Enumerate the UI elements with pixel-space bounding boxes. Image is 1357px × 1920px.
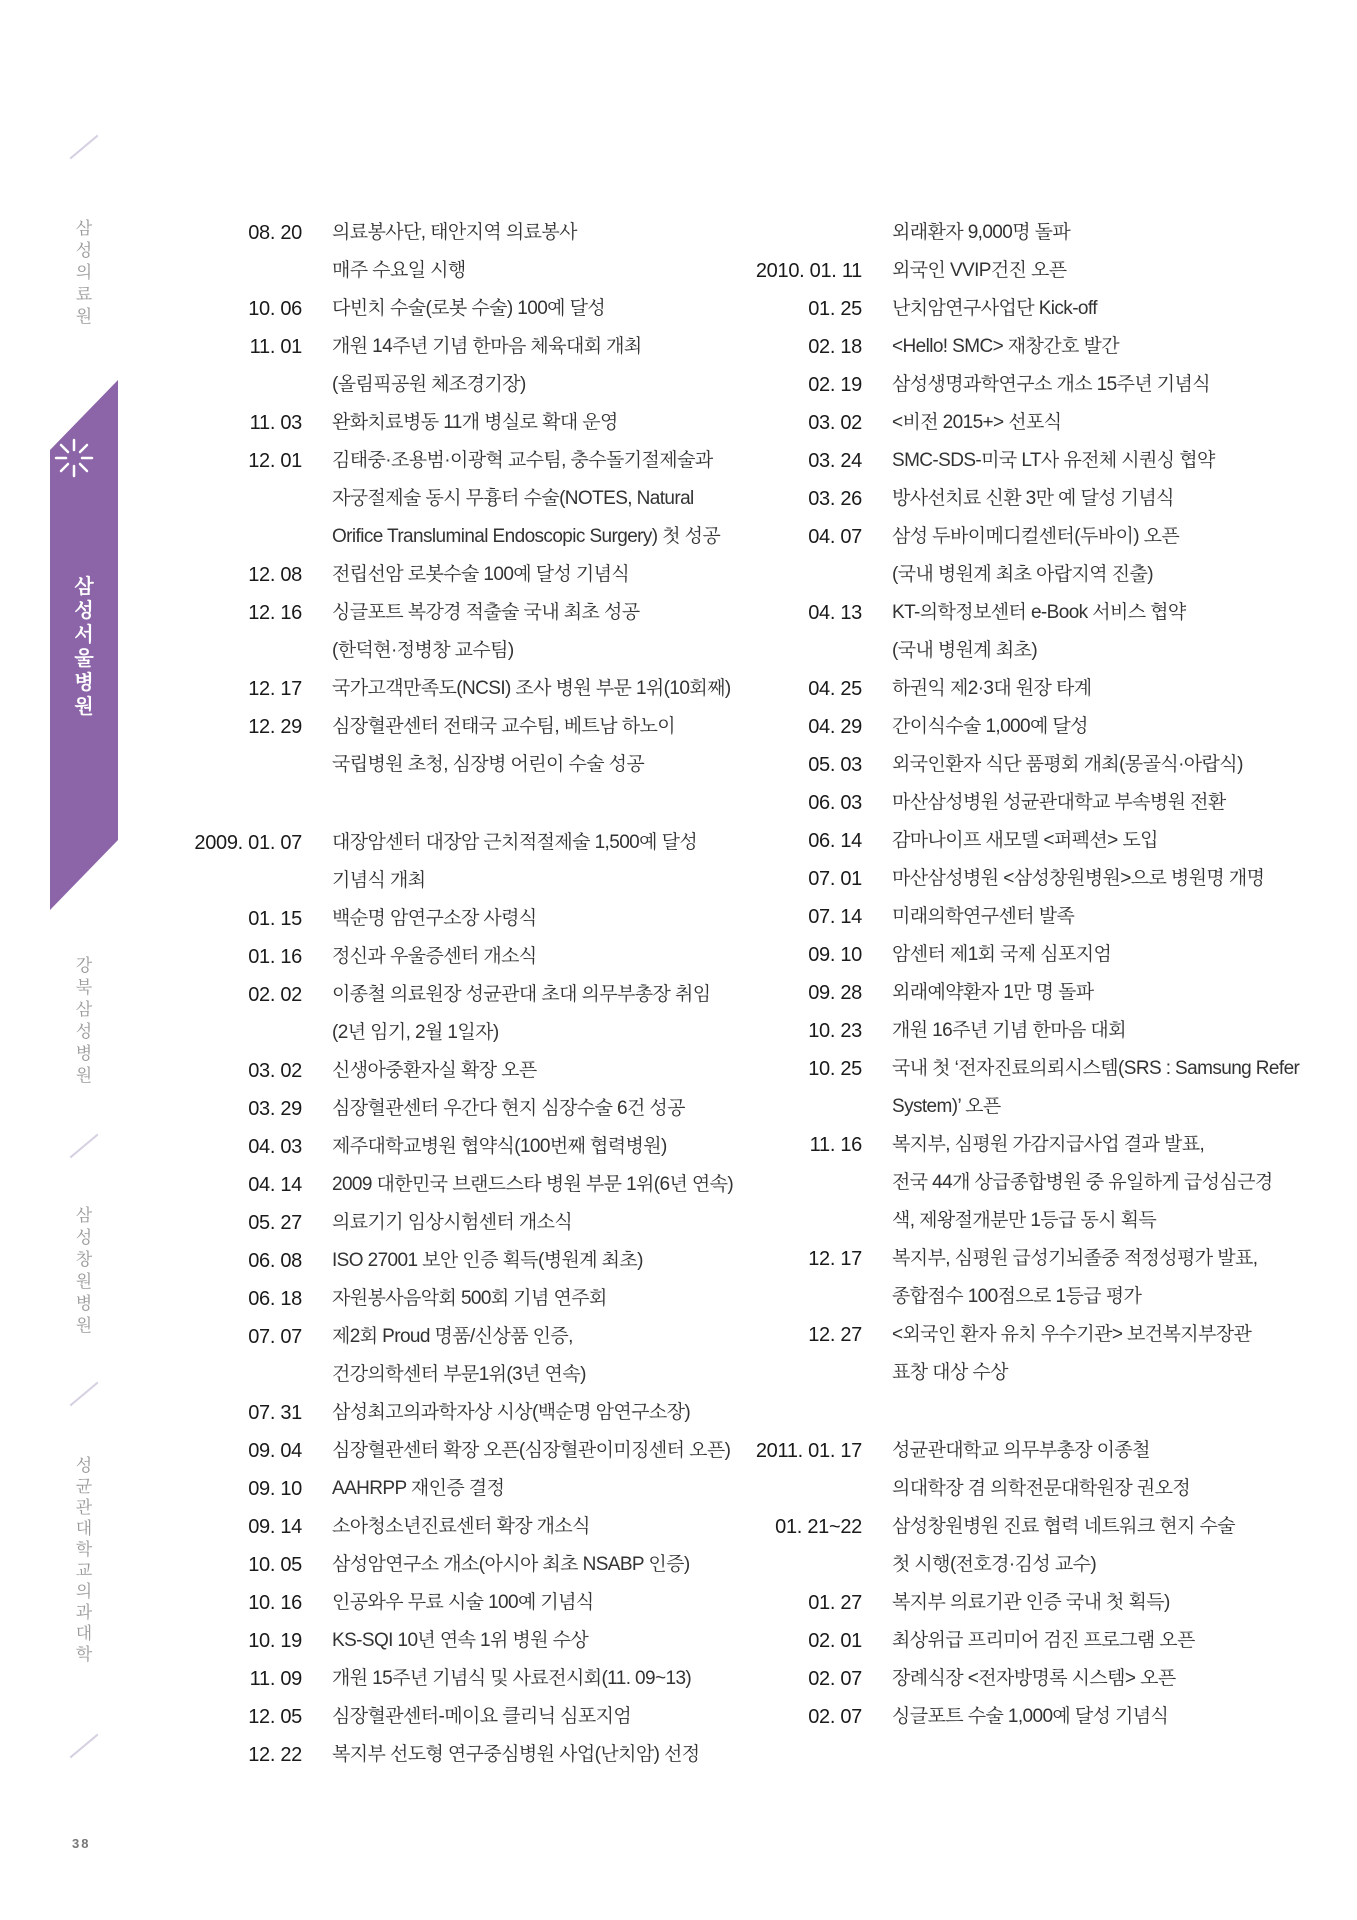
entry-line: 김태중·조용범·이광혁 교수팀, 충수돌기절제술과 <box>332 450 713 471</box>
timeline-entry <box>740 328 1300 366</box>
entry-line: 복지부 선도형 연구중심병원 사업(난치암) 선정 <box>332 1744 700 1765</box>
entry-description <box>332 442 740 556</box>
entry-description <box>332 1660 740 1698</box>
entry-line: 의료기기 임상시험센터 개소식 <box>332 1212 573 1233</box>
entry-line: (올림픽공원 체조경기장) <box>332 374 526 395</box>
entry-description <box>892 784 1300 822</box>
timeline-entry <box>180 328 740 404</box>
entry-date: 2011. 01. 17 <box>755 1440 862 1462</box>
entry-line: KT-의학정보센터 e-Book 서비스 협약 <box>892 602 1186 623</box>
entry-line: SMC-SDS-미국 LT사 유전체 시퀀싱 협약 <box>892 450 1215 471</box>
entry-description <box>892 708 1300 746</box>
entry-line: 심장혈관센터 확장 오픈(심장혈관이미징센터 오픈) <box>332 1440 731 1461</box>
timeline-entry <box>740 1012 1300 1050</box>
entry-line: 신생아중환자실 확장 오픈 <box>332 1060 537 1081</box>
entry-line: System)’ 오픈 <box>892 1096 1001 1117</box>
entry-date: 06. 18 <box>248 1288 302 1310</box>
entry-date: 07. 07 <box>248 1326 302 1348</box>
entry-line: 자궁절제술 동시 무흉터 수술(NOTES, Natural <box>332 488 694 509</box>
entry-line: 외국인환자 식단 품평회 개최(몽골식·아랍식) <box>892 754 1243 775</box>
timeline-left-column <box>180 214 740 1774</box>
entry-line: 대장암센터 대장암 근치적절제술 1,500예 달성 <box>332 832 698 853</box>
entry-line: 외래예약환자 1만 명 돌파 <box>892 982 1094 1003</box>
entry-date: 03. 24 <box>808 450 862 472</box>
entry-line: 간이식수술 1,000예 달성 <box>892 716 1088 737</box>
entry-description <box>892 594 1300 670</box>
entry-date: 09. 28 <box>808 982 862 1004</box>
timeline-entry <box>740 214 1300 252</box>
timeline-entry <box>740 480 1300 518</box>
timeline-entry <box>180 1698 740 1736</box>
entry-description <box>332 214 740 290</box>
entry-description <box>332 1470 740 1508</box>
entry-description <box>332 670 740 708</box>
entry-description <box>332 1318 740 1394</box>
entry-date: 09. 10 <box>808 944 862 966</box>
entry-date: 11. 09 <box>249 1668 302 1690</box>
timeline-entry <box>740 1126 1300 1240</box>
timeline-entry <box>740 860 1300 898</box>
entry-line: 국가고객만족도(NCSI) 조사 병원 부문 1위(10회째) <box>332 678 731 699</box>
timeline-entry <box>740 784 1300 822</box>
entry-date: 01. 21~22 <box>775 1516 862 1538</box>
entry-date: 06. 03 <box>808 792 862 814</box>
entry-date: 03. 26 <box>808 488 862 510</box>
entry-description <box>332 708 740 784</box>
entry-date: 2010. 01. 11 <box>755 260 862 282</box>
entry-line: (국내 병원계 최초) <box>892 640 1038 661</box>
timeline-entry <box>180 1584 740 1622</box>
timeline-entry <box>180 1052 740 1090</box>
entry-date: 08. 20 <box>248 222 302 244</box>
entry-description <box>332 1622 740 1660</box>
entry-date: 10. 23 <box>808 1020 862 1042</box>
timeline-entry <box>740 1050 1300 1126</box>
entry-line: 종합점수 100점으로 1등급 평가 <box>892 1286 1142 1307</box>
timeline-entry <box>180 214 740 290</box>
entry-line: 첫 시행(전호경·김성 교수) <box>892 1554 1097 1575</box>
timeline-entry <box>180 556 740 594</box>
entry-line: 삼성생명과학연구소 개소 15주년 기념식 <box>892 374 1211 395</box>
entry-date: 09. 10 <box>248 1478 302 1500</box>
entry-description <box>892 746 1300 784</box>
entry-description <box>332 594 740 670</box>
entry-date: 02. 19 <box>808 374 862 396</box>
entry-date: 03. 29 <box>248 1098 302 1120</box>
entry-description <box>892 1432 1300 1508</box>
timeline-entry <box>740 1660 1300 1698</box>
entry-line: 성균관대학교 의무부총장 이종철 <box>892 1440 1150 1461</box>
sidebar-section-samsung-changwon[interactable]: 삼성창원병원 <box>75 1206 93 1335</box>
timeline-entry <box>740 898 1300 936</box>
entry-description <box>332 1432 740 1470</box>
entry-description <box>332 1584 740 1622</box>
entry-line: 개원 15주년 기념식 및 사료전시회(11. 09~13) <box>332 1668 692 1689</box>
sidebar-section-samsung-medical-center[interactable]: 삼성의료원 <box>75 219 93 326</box>
entry-description <box>892 1660 1300 1698</box>
entry-line: 감마나이프 새모델 <퍼펙션> 도입 <box>892 830 1158 851</box>
timeline-entry <box>180 1622 740 1660</box>
timeline-entry <box>180 1166 740 1204</box>
entry-date: 01. 27 <box>808 1592 862 1614</box>
entry-description <box>332 1394 740 1432</box>
entry-description <box>332 1242 740 1280</box>
entry-date: 12. 08 <box>248 564 302 586</box>
entry-line: 이종철 의료원장 성균관대 초대 의무부총장 취임 <box>332 984 711 1005</box>
timeline-entry <box>180 1546 740 1584</box>
entry-date: 07. 31 <box>248 1402 302 1424</box>
entry-date: 06. 14 <box>808 830 862 852</box>
timeline-entry <box>740 708 1300 746</box>
timeline-right-column <box>740 214 1300 1736</box>
entry-description <box>332 976 740 1052</box>
entry-date: 10. 05 <box>248 1554 302 1576</box>
timeline-entry <box>180 670 740 708</box>
timeline-entry <box>180 404 740 442</box>
timeline-entry <box>180 1090 740 1128</box>
timeline-entry <box>180 1242 740 1280</box>
entry-description <box>332 1166 740 1204</box>
entry-line: 삼성창원병원 진료 협력 네트워크 현지 수술 <box>892 1516 1235 1537</box>
timeline-entry <box>740 1508 1300 1584</box>
entry-date: 12. 05 <box>248 1706 302 1728</box>
entry-line: 복지부, 심평원 급성기뇌졸중 적정성평가 발표, <box>892 1248 1258 1269</box>
timeline-entry <box>740 822 1300 860</box>
entry-date: 01. 15 <box>248 908 302 930</box>
entry-description <box>892 1012 1300 1050</box>
timeline-entry <box>740 1316 1300 1392</box>
entry-date: 04. 25 <box>808 678 862 700</box>
timeline-entry <box>180 1394 740 1432</box>
entry-description <box>892 442 1300 480</box>
entry-description <box>332 1052 740 1090</box>
timeline-entry <box>180 1736 740 1774</box>
entry-date: 11. 01 <box>249 336 302 358</box>
divider-slash <box>70 1382 99 1407</box>
entry-line: 자원봉사음악회 500회 기념 연주회 <box>332 1288 607 1309</box>
entry-description <box>332 900 740 938</box>
timeline-entry <box>180 1318 740 1394</box>
entry-date: 05. 27 <box>248 1212 302 1234</box>
divider-slash <box>70 1134 99 1159</box>
timeline-entry <box>180 290 740 328</box>
timeline-entry <box>740 290 1300 328</box>
entry-line: 백순명 암연구소장 사령식 <box>332 908 537 929</box>
entry-line: (한덕현·정병창 교수팀) <box>332 640 514 661</box>
sparkle-icon <box>54 438 94 478</box>
entry-date: 10. 25 <box>808 1058 862 1080</box>
page-number: 38 <box>72 1836 91 1851</box>
entry-date: 04. 07 <box>808 526 862 548</box>
entry-line: (국내 병원계 최초 아랍지역 진출) <box>892 564 1153 585</box>
timeline-entry <box>740 1584 1300 1622</box>
entry-description <box>892 860 1300 898</box>
timeline-entry <box>180 708 740 784</box>
entry-line: 표창 대상 수상 <box>892 1362 1008 1383</box>
timeline-entry <box>740 746 1300 784</box>
entry-line: 다빈치 수술(로봇 수술) 100예 달성 <box>332 298 606 319</box>
entry-line: 심장혈관센터 우간다 현지 심장수술 6건 성공 <box>332 1098 685 1119</box>
timeline-entry <box>180 1280 740 1318</box>
entry-line: Orifice Transluminal Endoscopic Surgery) 첫 성공 <box>332 526 721 547</box>
entry-line: 싱글포트 수술 1,000예 달성 기념식 <box>892 1706 1169 1727</box>
sidebar-section-samsung-seoul-hospital[interactable]: 삼성서울병원 <box>74 576 94 718</box>
entry-description <box>892 1240 1300 1316</box>
timeline-entry <box>740 936 1300 974</box>
entry-description <box>892 1508 1300 1584</box>
entry-description <box>892 290 1300 328</box>
entry-line: 국내 첫 ‘전자진료의뢰시스템(SRS : Samsung Refer <box>892 1058 1300 1079</box>
entry-line: (2년 임기, 2월 1일자) <box>332 1022 499 1043</box>
entry-line: <외국인 환자 유치 우수기관> 보건복지부장관 <box>892 1324 1252 1345</box>
entry-date: 01. 25 <box>808 298 862 320</box>
entry-line: 싱글포트 복강경 적출술 국내 최초 성공 <box>332 602 640 623</box>
entry-description <box>892 214 1300 252</box>
timeline-entry <box>180 900 740 938</box>
entry-description <box>892 936 1300 974</box>
entry-date: 04. 29 <box>808 716 862 738</box>
entry-line: 심장혈관센터 전태국 교수팀, 베트남 하노이 <box>332 716 675 737</box>
entry-date: 07. 01 <box>808 868 862 890</box>
entry-date: 12. 17 <box>248 678 302 700</box>
entry-date: 04. 14 <box>248 1174 302 1196</box>
entry-date: 12. 17 <box>808 1248 862 1270</box>
entry-line: 전국 44개 상급종합병원 중 유일하게 급성심근경 <box>892 1172 1273 1193</box>
entry-date: 02. 01 <box>808 1630 862 1652</box>
divider-slash <box>70 1734 99 1759</box>
entry-date: 02. 18 <box>808 336 862 358</box>
entry-date: 07. 14 <box>808 906 862 928</box>
entry-date: 12. 22 <box>248 1744 302 1766</box>
entry-description <box>332 1546 740 1584</box>
entry-date: 10. 06 <box>248 298 302 320</box>
entry-date: 10. 19 <box>248 1630 302 1652</box>
entry-date: 06. 08 <box>248 1250 302 1272</box>
entry-description <box>332 328 740 404</box>
entry-description <box>892 328 1300 366</box>
entry-date: 10. 16 <box>248 1592 302 1614</box>
entry-description <box>332 824 740 900</box>
entry-description <box>892 822 1300 860</box>
timeline-entry <box>180 1204 740 1242</box>
timeline-entry <box>180 1508 740 1546</box>
entry-description <box>332 1736 740 1774</box>
entry-line: 마산삼성병원 <삼성창원병원>으로 병원명 개명 <box>892 868 1265 889</box>
entry-description <box>892 366 1300 404</box>
entry-date: 2009. 01. 07 <box>194 832 302 854</box>
entry-line: 인공와우 무료 시술 100예 기념식 <box>332 1592 594 1613</box>
entry-line: 2009 대한민국 브랜드스타 병원 부문 1위(6년 연속) <box>332 1174 734 1195</box>
entry-line: 완화치료병동 11개 병실로 확대 운영 <box>332 412 618 433</box>
timeline-entry <box>180 594 740 670</box>
entry-description <box>892 1050 1300 1126</box>
entry-line: 난치암연구사업단 Kick-off <box>892 298 1097 319</box>
entry-description <box>892 898 1300 936</box>
entry-date: 04. 13 <box>808 602 862 624</box>
entry-line: 건강의학센터 부문1위(3년 연속) <box>332 1364 586 1385</box>
entry-line: 방사선치료 신환 3만 예 달성 기념식 <box>892 488 1174 509</box>
divider-slash <box>70 135 99 160</box>
entry-description <box>892 974 1300 1012</box>
entry-line: 미래의학연구센터 발족 <box>892 906 1075 927</box>
entry-description <box>332 404 740 442</box>
entry-description <box>892 670 1300 708</box>
entry-description <box>332 1280 740 1318</box>
entry-line: 마산삼성병원 성균관대학교 부속병원 전환 <box>892 792 1226 813</box>
entry-line: 삼성최고의과학자상 시상(백순명 암연구소장) <box>332 1402 691 1423</box>
entry-description <box>892 1622 1300 1660</box>
entry-description <box>332 1698 740 1736</box>
entry-date: 11. 03 <box>249 412 302 434</box>
timeline-entry <box>740 670 1300 708</box>
entry-description <box>332 556 740 594</box>
entry-line: 소아청소년진료센터 확장 개소식 <box>332 1516 590 1537</box>
entry-description <box>332 1090 740 1128</box>
timeline-entry <box>180 1128 740 1166</box>
timeline-entry <box>740 1240 1300 1316</box>
entry-line: 의료봉사단, 태안지역 의료봉사 <box>332 222 577 243</box>
entry-date: 09. 04 <box>248 1440 302 1462</box>
entry-description <box>332 938 740 976</box>
timeline-entry <box>740 1622 1300 1660</box>
entry-description <box>892 1316 1300 1392</box>
entry-date: 09. 14 <box>248 1516 302 1538</box>
entry-description <box>892 404 1300 442</box>
entry-date: 12. 27 <box>808 1324 862 1346</box>
sidebar-section-kangbuk-samsung[interactable]: 강북삼성병원 <box>75 956 93 1085</box>
timeline-entry <box>180 1470 740 1508</box>
entry-date: 01. 16 <box>248 946 302 968</box>
entry-description <box>332 1508 740 1546</box>
entry-line: 복지부, 심평원 가감지급사업 결과 발표, <box>892 1134 1205 1155</box>
entry-description <box>892 1584 1300 1622</box>
entry-date: 02. 07 <box>808 1668 862 1690</box>
entry-line: 복지부 의료기관 인증 국내 첫 획득) <box>892 1592 1170 1613</box>
entry-line: 개원 14주년 기념 한마음 체육대회 개최 <box>332 336 642 357</box>
entry-line: 전립선암 로봇수술 100예 달성 기념식 <box>332 564 630 585</box>
timeline-entry <box>740 442 1300 480</box>
timeline-entry <box>740 594 1300 670</box>
entry-line: 개원 16주년 기념 한마음 대회 <box>892 1020 1126 1041</box>
timeline-entry <box>180 824 740 900</box>
entry-line: 제2회 Proud 명품/신상품 인증, <box>332 1326 573 1347</box>
entry-description <box>332 1128 740 1166</box>
entry-description <box>332 1204 740 1242</box>
timeline-entry <box>740 1432 1300 1508</box>
entry-date: 02. 07 <box>808 1706 862 1728</box>
entry-date: 02. 02 <box>248 984 302 1006</box>
entry-line: ISO 27001 보안 인증 획득(병원계 최초) <box>332 1250 643 1271</box>
entry-line: 외래환자 9,000명 돌파 <box>892 222 1071 243</box>
timeline-entry <box>740 1698 1300 1736</box>
entry-line: <Hello! SMC> 재창간호 발간 <box>892 336 1119 357</box>
timeline-entry <box>740 974 1300 1012</box>
timeline-entry <box>740 518 1300 594</box>
timeline-entry <box>180 442 740 556</box>
entry-description <box>892 480 1300 518</box>
entry-line: 최상위급 프리미어 검진 프로그램 오픈 <box>892 1630 1195 1651</box>
entry-date: 05. 03 <box>808 754 862 776</box>
timeline-entry <box>740 366 1300 404</box>
timeline-entry <box>740 252 1300 290</box>
entry-description <box>892 252 1300 290</box>
entry-date: 11. 16 <box>809 1134 862 1156</box>
entry-line: 기념식 개최 <box>332 870 426 891</box>
entry-description <box>892 1126 1300 1240</box>
entry-date: 12. 01 <box>248 450 302 472</box>
sidebar-section-skku-medicine[interactable]: 성균관대학교 의과대학 <box>75 1456 93 1664</box>
entry-line: 제주대학교병원 협약식(100번째 협력병원) <box>332 1136 667 1157</box>
entry-date: 12. 29 <box>248 716 302 738</box>
entry-date: 03. 02 <box>808 412 862 434</box>
entry-description <box>892 1698 1300 1736</box>
timeline-entry <box>180 938 740 976</box>
entry-date: 12. 16 <box>248 602 302 624</box>
entry-description <box>332 290 740 328</box>
entry-line: 정신과 우울증센터 개소식 <box>332 946 537 967</box>
entry-line: 삼성암연구소 개소(아시아 최초 NSABP 인증) <box>332 1554 690 1575</box>
entry-line: 암센터 제1회 국제 심포지엄 <box>892 944 1112 965</box>
entry-description <box>892 518 1300 594</box>
entry-line: 장례식장 <전자방명록 시스템> 오픈 <box>892 1668 1176 1689</box>
entry-line: 의대학장 겸 의학전문대학원장 권오정 <box>892 1478 1191 1499</box>
entry-line: KS-SQI 10년 연속 1위 병원 수상 <box>332 1630 589 1651</box>
entry-line: 삼성 두바이메디컬센터(두바이) 오픈 <box>892 526 1180 547</box>
entry-date: 03. 02 <box>248 1060 302 1082</box>
timeline-entry <box>180 976 740 1052</box>
entry-line: <비전 2015+> 선포식 <box>892 412 1062 433</box>
entry-date: 04. 03 <box>248 1136 302 1158</box>
entry-line: 색, 제왕절개분만 1등급 동시 획득 <box>892 1210 1157 1231</box>
timeline-entry <box>180 1660 740 1698</box>
timeline-entry <box>180 1432 740 1470</box>
entry-line: 매주 수요일 시행 <box>332 260 466 281</box>
entry-line: 심장혈관센터-메이요 클리닉 심포지엄 <box>332 1706 632 1727</box>
timeline-entry <box>740 404 1300 442</box>
entry-line: 하권익 제2·3대 원장 타계 <box>892 678 1092 699</box>
entry-line: 외국인 VVIP건진 오픈 <box>892 260 1067 281</box>
entry-line: AAHRPP 재인증 결정 <box>332 1478 505 1499</box>
entry-line: 국립병원 초청, 심장병 어린이 수술 성공 <box>332 754 645 775</box>
